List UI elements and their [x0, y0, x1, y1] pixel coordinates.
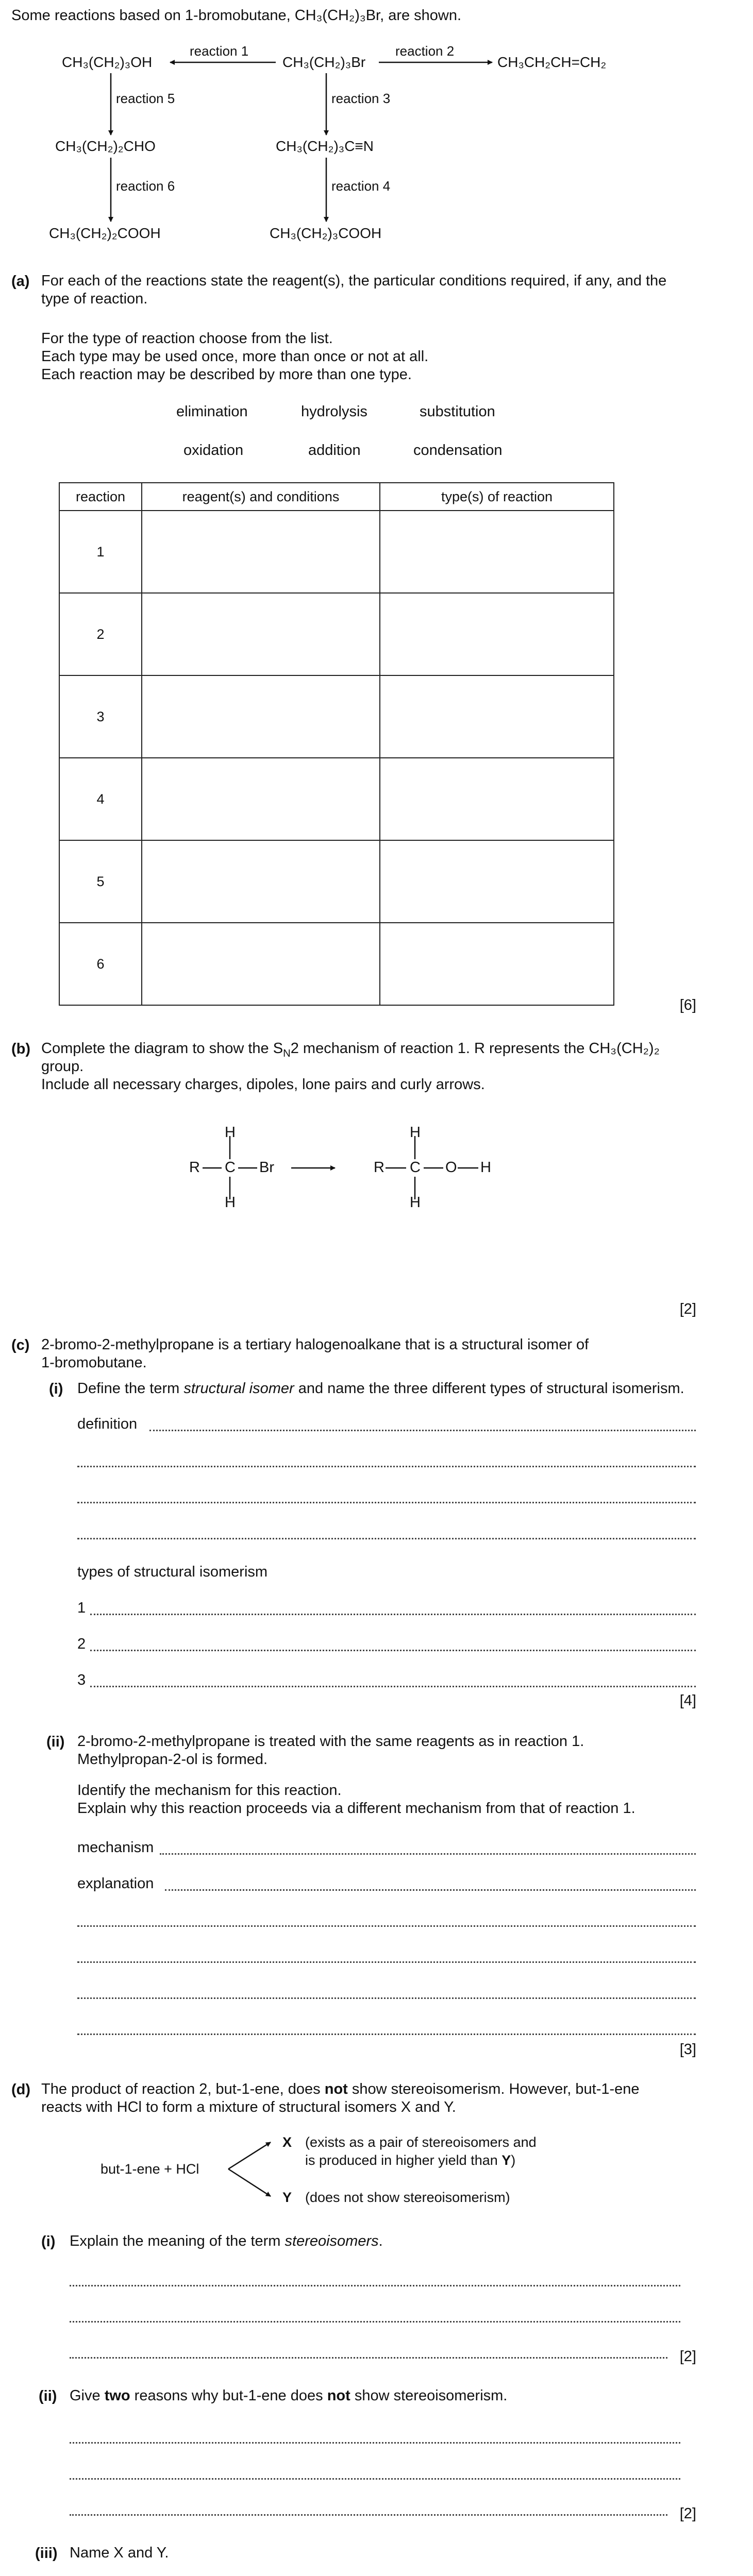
- part-d-line1: The product of reaction 2, but-1-ene, does not show stereoisomerism. However, but-1-ene: [41, 2081, 640, 2097]
- scheme-arrows: [0, 0, 753, 268]
- reasons-answer-line[interactable]: [70, 2442, 680, 2444]
- part-a-instruction-2: Each type may be used once, more than once or not at all.: [41, 348, 429, 365]
- stereoisomers-answer-line[interactable]: [70, 2357, 667, 2359]
- product-x-description-1: (exists as a pair of stereoisomers and: [305, 2134, 537, 2150]
- definition-answer-line[interactable]: [77, 1502, 696, 1503]
- part-b-marks: [2]: [679, 1301, 696, 1317]
- part-c-i-marks: [4]: [679, 1692, 696, 1709]
- part-d-label: (d): [11, 2081, 31, 2098]
- table-row: [59, 675, 614, 758]
- type-3-answer-line[interactable]: [90, 1686, 696, 1687]
- part-a-instruction-1: For the type of reaction choose from the list.: [41, 330, 333, 347]
- product-y-description: (does not show stereoisomerism): [305, 2190, 510, 2205]
- reagents-cell[interactable]: [142, 923, 380, 1005]
- explanation-answer-line[interactable]: [77, 1925, 696, 1927]
- part-b-line1: Complete the diagram to show the $S_N2$ mechanism of reaction 1. R represents the CH₃(CH₂)₂: [41, 1040, 660, 1059]
- part-d-ii-marks: [2]: [679, 2505, 696, 2522]
- part-c-line1: 2-bromo-2-methylpropane is a tertiary halogenoalkane that is a structural isomer of: [41, 1336, 589, 1353]
- reaction-6-label: reaction 6: [116, 178, 175, 194]
- reagents-cell[interactable]: [142, 675, 380, 758]
- reaction-4-label: reaction 4: [331, 178, 391, 194]
- definition-answer-line[interactable]: [77, 1538, 696, 1539]
- part-c-ii-line2: Methylpropan-2-ol is formed.: [77, 1751, 268, 1768]
- explanation-answer-line[interactable]: [77, 2033, 696, 2035]
- pentanoic-acid-formula: CH₃(CH₂)₃COOH: [270, 225, 382, 241]
- type-number-2: 2: [77, 1636, 86, 1652]
- part-a-marks: [6]: [679, 997, 696, 1013]
- row-number: 5: [59, 840, 142, 923]
- header-type: type(s) of reaction: [380, 483, 614, 511]
- part-a-line1: For each of the reactions state the reagent(s), the particular conditions required, if any, and the: [41, 273, 667, 289]
- part-c-ii-marks: [3]: [679, 2041, 696, 2058]
- reaction-2-label: reaction 2: [395, 43, 455, 59]
- reaction-3-label: reaction 3: [331, 91, 391, 106]
- table-header-row: [59, 483, 614, 511]
- part-a-line2: type of reaction.: [41, 291, 148, 307]
- row-number: 4: [59, 758, 142, 840]
- explanation-answer-line[interactable]: [165, 1889, 696, 1891]
- part-d-line2: reacts with HCl to form a mixture of structural isomers X and Y.: [41, 2099, 456, 2115]
- part-c-ii-line3: Identify the mechanism for this reaction.: [77, 1782, 342, 1799]
- intro-text: Some reactions based on 1-bromobutane, CH₃(CH₂)₃Br, are shown.: [11, 7, 462, 24]
- type-cell[interactable]: [380, 840, 614, 923]
- reagents-cell[interactable]: [142, 758, 380, 840]
- part-b-line2: group.: [41, 1058, 84, 1075]
- part-c-ii-label: (ii): [46, 1734, 65, 1750]
- product-carbon: C: [410, 1159, 421, 1176]
- table-row: [59, 511, 614, 593]
- type-cell[interactable]: [380, 675, 614, 758]
- part-d-iii-label: (iii): [35, 2545, 58, 2562]
- reaction-1-label: reaction 1: [190, 43, 249, 59]
- mechanism-answer-line[interactable]: [160, 1853, 696, 1855]
- part-d-i-label: (i): [41, 2233, 56, 2250]
- table-row: [59, 923, 614, 1005]
- nitrile-formula: CH₃(CH₂)₃C≡N: [276, 138, 374, 154]
- bromobutane-formula: CH₃(CH₂)₃Br: [282, 54, 366, 70]
- definition-answer-line[interactable]: [149, 1430, 696, 1431]
- definition-answer-line[interactable]: [77, 1466, 696, 1467]
- product-hydrogen-top: H: [410, 1124, 421, 1141]
- type-cell[interactable]: [380, 593, 614, 675]
- part-d-i-marks: [2]: [679, 2348, 696, 2365]
- part-b-line3: Include all necessary charges, dipoles, lone pairs and curly arrows.: [41, 1076, 485, 1093]
- reagents-cell[interactable]: [142, 593, 380, 675]
- part-c-i-label: (i): [49, 1381, 63, 1397]
- product-x-label: X: [282, 2134, 292, 2150]
- row-number: 6: [59, 923, 142, 1005]
- part-b-label: (b): [11, 1041, 31, 1057]
- header-reagents: reagent(s) and conditions: [142, 483, 380, 511]
- table-row: [59, 840, 614, 923]
- reactant-hydrogen-bottom: H: [225, 1194, 236, 1211]
- product-oxygen: O: [445, 1159, 457, 1176]
- part-c-label: (c): [11, 1337, 30, 1353]
- explanation-answer-line[interactable]: [77, 1997, 696, 1999]
- explanation-label: explanation: [77, 1875, 154, 1892]
- reactant-r-group: R: [189, 1159, 200, 1176]
- part-d-ii-question: Give two reasons why but-1-ene does not show stereoisomerism.: [70, 2387, 508, 2404]
- part-a-label: (a): [11, 273, 30, 290]
- explanation-answer-line[interactable]: [77, 1961, 696, 1963]
- butene-formula: CH₃CH₂CH=CH₂: [497, 54, 607, 70]
- type-number-1: 1: [77, 1600, 86, 1616]
- reasons-answer-line[interactable]: [70, 2514, 667, 2516]
- butanoic-acid-formula: CH₃(CH₂)₂COOH: [49, 225, 161, 241]
- mechanism-label: mechanism: [77, 1839, 154, 1856]
- part-c-ii-line1: 2-bromo-2-methylpropane is treated with the same reagents as in reaction 1.: [77, 1733, 584, 1750]
- table-row: [59, 593, 614, 675]
- butanol-formula: CH₃(CH₂)₃OH: [62, 54, 153, 70]
- reaction-table: [59, 482, 614, 1006]
- reactants-text: but-1-ene + HCl: [101, 2161, 199, 2177]
- product-hydrogen-oh: H: [480, 1159, 491, 1176]
- row-number: 1: [59, 511, 142, 593]
- reactant-carbon: C: [225, 1159, 236, 1176]
- part-d-iii-question: Name X and Y.: [70, 2545, 169, 2561]
- product-y-label: Y: [282, 2190, 292, 2205]
- part-c-ii-line4: Explain why this reaction proceeds via a different mechanism from that of reaction 1.: [77, 1800, 635, 1817]
- type-condensation: condensation: [413, 442, 503, 459]
- table-row: [59, 758, 614, 840]
- product-r-group: R: [374, 1159, 384, 1176]
- type-hydrolysis: hydrolysis: [301, 403, 367, 420]
- row-number: 2: [59, 593, 142, 675]
- definition-label: definition: [77, 1416, 138, 1432]
- stereoisomers-answer-line[interactable]: [70, 2321, 680, 2323]
- reagents-cell[interactable]: [142, 840, 380, 923]
- reasons-answer-line[interactable]: [70, 2478, 680, 2480]
- type-cell[interactable]: [380, 758, 614, 840]
- part-a-instruction-3: Each reaction may be described by more than one type.: [41, 366, 412, 383]
- part-c-line2: 1-bromobutane.: [41, 1354, 147, 1371]
- type-cell[interactable]: [380, 923, 614, 1005]
- type-number-3: 3: [77, 1672, 86, 1688]
- part-d-i-question: Explain the meaning of the term stereoisomers.: [70, 2233, 383, 2249]
- type-cell[interactable]: [380, 511, 614, 593]
- product-x-description-2: is produced in higher yield than Y): [305, 2153, 516, 2168]
- reaction-5-label: reaction 5: [116, 91, 175, 106]
- reagents-cell[interactable]: [142, 511, 380, 593]
- type-oxidation: oxidation: [183, 442, 244, 459]
- stereoisomers-answer-line[interactable]: [70, 2285, 680, 2286]
- part-d-ii-label: (ii): [39, 2388, 57, 2404]
- type-elimination: elimination: [176, 403, 248, 420]
- product-hydrogen-bottom: H: [410, 1194, 421, 1211]
- type-addition: addition: [308, 442, 361, 459]
- row-number: 3: [59, 675, 142, 758]
- type-substitution: substitution: [420, 403, 495, 420]
- reactant-bromine: Br: [259, 1159, 274, 1176]
- butanal-formula: CH₃(CH₂)₂CHO: [55, 138, 156, 154]
- type-2-answer-line[interactable]: [90, 1650, 696, 1651]
- type-1-answer-line[interactable]: [90, 1614, 696, 1615]
- part-c-i-question: Define the term structural isomer and name the three different types of structural isomerism.: [77, 1380, 684, 1397]
- types-heading: types of structural isomerism: [77, 1564, 268, 1580]
- header-reaction: reaction: [59, 483, 142, 511]
- reactant-hydrogen-top: H: [225, 1124, 236, 1141]
